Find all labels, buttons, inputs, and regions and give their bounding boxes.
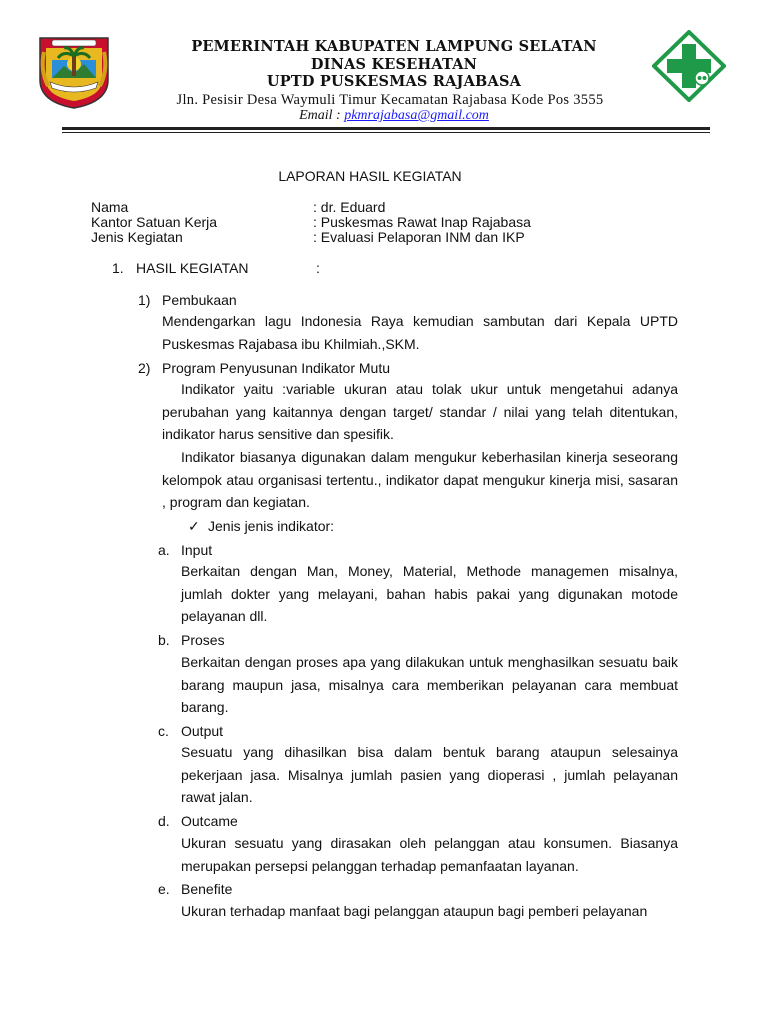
report-title: LAPORAN HASIL KEGIATAN: [278, 168, 462, 184]
indicator-b-title: Proses: [181, 632, 225, 648]
checkmark-icon: ✓: [188, 518, 200, 534]
item-2-number: 2): [138, 360, 151, 376]
section-colon: :: [316, 260, 320, 276]
indicator-types-heading: Jenis jenis indikator:: [208, 518, 335, 534]
item-2-paragraph-2: Indikator biasanya digunakan dalam mengukur keberhasilan kinerja seseorang kelompok atau organisasi tertentu., indikator dapat mengukur kinerja misi, sasaran , program dan kegiatan.: [162, 449, 678, 511]
indicator-e-text: Ukuran terhadap manfaat bagi pelanggan ataupun bagi pemberi pelayanan: [181, 903, 648, 919]
identity-label-office: Kantor Satuan Kerja: [91, 214, 218, 230]
letterhead-rule-thin: [62, 132, 710, 133]
section-number: 1.: [112, 260, 124, 276]
indicator-a-text: Berkaitan dengan Man, Money, Material, Methode managemen misalnya, jumlah dokter yang melayani, bahan habis pakai yang digunakan motode pelayanan dll.: [181, 563, 678, 625]
item-1-title: Pembukaan: [162, 292, 237, 308]
indicator-c-title: Output: [181, 723, 224, 739]
item-1-text: Mendengarkan lagu Indonesia Raya kemudian sambutan dari Kepala UPTD Puskesmas Rajabasa ibu Khilmiah.,SKM.: [162, 313, 678, 352]
indicator-b-letter: b.: [158, 632, 170, 648]
email-label: Email :: [299, 108, 345, 123]
letterhead-line-2: DINAS KESEHATAN: [310, 56, 478, 73]
email-link[interactable]: pkmrajabasa@gmail.com: [344, 108, 489, 123]
indicator-c-text: Sesuatu yang dihasilkan bisa dalam bentuk barang ataupun selesainya pekerjaan jasa. Misalnya jumlah pasien yang dioperasi , jumlah pelayanan rawat jalan.: [181, 744, 678, 806]
indicator-a-title: Input: [181, 542, 213, 558]
identity-value-name: : dr. Eduard: [313, 199, 386, 215]
indicator-c-letter: c.: [158, 723, 169, 739]
letterhead-line-3: UPTD PUSKESMAS RAJABASA: [266, 73, 522, 90]
indicator-a-letter: a.: [158, 542, 170, 558]
item-2-paragraph-1: Indikator yaitu :variable ukuran atau tolak ukur untuk mengetahui adanya perubahan yang kaitannya dengan target/ standar / nilai yang telah ditentukan, indikator harus sensitive dan spesifik.: [162, 381, 678, 443]
identity-value-office: : Puskesmas Rawat Inap Rajabasa: [313, 214, 531, 230]
indicator-d-letter: d.: [158, 813, 170, 829]
letterhead-address: Jln. Pesisir Desa Waymuli Timur Kecamatan Rajabasa Kode Pos 3555: [176, 92, 604, 108]
section-title: HASIL KEGIATAN: [136, 260, 249, 276]
identity-label-name: Nama: [91, 199, 129, 215]
indicator-b-text: Berkaitan dengan proses apa yang dilakukan untuk menghasilkan sesuatu baik barang maupun jasa, misalnya cara memberikan pelayanan cara membuat barang.: [181, 654, 678, 716]
indicator-d-text: Ukuran sesuatu yang dirasakan oleh pelanggan atau konsumen. Biasanya merupakan persepsi pelanggan terhadap pemanfaatan layanan.: [181, 835, 678, 874]
indicator-e-title: Benefite: [181, 881, 233, 897]
identity-label-activity: Jenis Kegiatan: [91, 229, 183, 245]
letterhead-email-line: [120, 108, 668, 124]
letterhead-rule-thick: [62, 127, 710, 130]
item-2-title: Program Penyusunan Indikator Mutu: [162, 360, 391, 376]
identity-value-activity: : Evaluasi Pelaporan INM dan IKP: [313, 229, 525, 245]
indicator-d-title: Outcame: [181, 813, 238, 829]
indicator-e-letter: e.: [158, 881, 170, 897]
item-1-number: 1): [138, 292, 151, 308]
letterhead-line-1: PEMERINTAH KABUPATEN LAMPUNG SELATAN: [191, 38, 597, 55]
